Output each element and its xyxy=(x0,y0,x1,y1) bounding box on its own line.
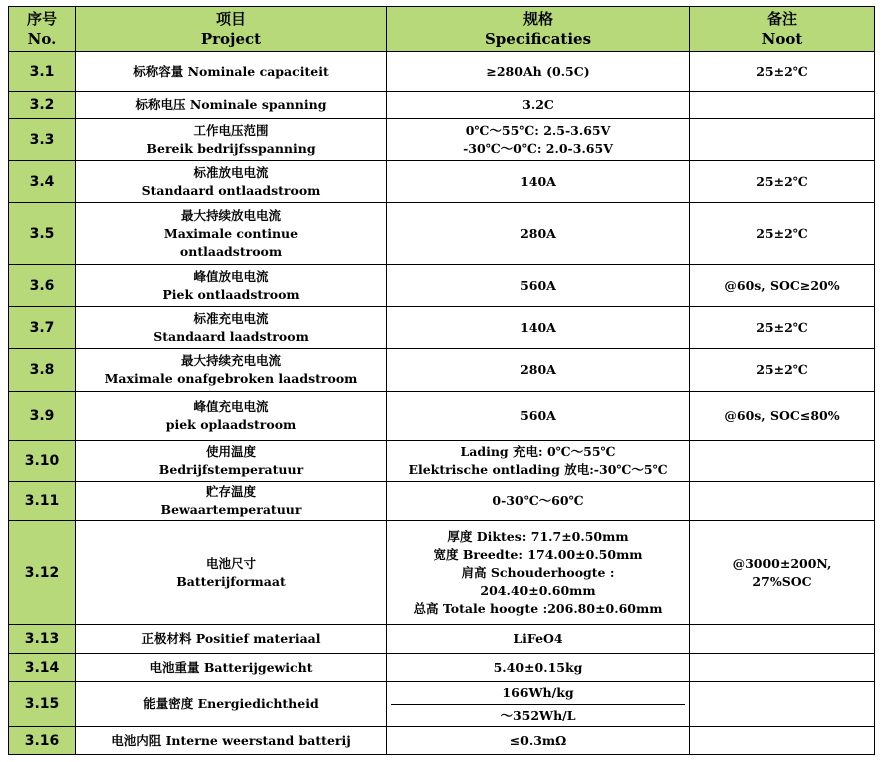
project-line: 贮存温度 xyxy=(205,484,256,499)
note-line: @60s, SOC≥20% xyxy=(724,277,840,293)
table-row xyxy=(9,625,875,654)
table-row xyxy=(9,92,875,119)
project-cell xyxy=(76,92,387,119)
note-line: 25±2℃ xyxy=(756,173,808,189)
spec-cell xyxy=(387,392,690,441)
spec-cell xyxy=(387,307,690,349)
spec-cell xyxy=(387,52,690,92)
spec-line: Lading 充电: 0℃～55℃ xyxy=(460,444,616,459)
spec-cell xyxy=(387,349,690,392)
project-line: ontlaadstroom xyxy=(179,243,283,259)
spec-line: 5.40±0.15kg xyxy=(493,659,583,675)
spec-cell xyxy=(387,727,690,755)
spec-line: 166Wh/kg xyxy=(391,682,685,705)
note-cell xyxy=(690,727,875,755)
project-line: 峰值充电电流 xyxy=(193,399,269,414)
note-line: 25±2℃ xyxy=(756,225,808,241)
row-number: 3.8 xyxy=(9,349,76,392)
project-line: 电池尺寸 xyxy=(205,555,256,571)
note-cell xyxy=(690,441,875,482)
project-cell xyxy=(76,203,387,265)
header-no-zh: 序号 xyxy=(26,10,57,28)
note-cell xyxy=(690,307,875,349)
row-number: 3.10 xyxy=(9,441,76,482)
note-cell xyxy=(690,654,875,682)
row-number: 3.7 xyxy=(9,307,76,349)
spec-line: LiFeO4 xyxy=(513,631,563,646)
table-row xyxy=(9,265,875,307)
row-number: 3.1 xyxy=(9,52,76,92)
project-line: Bereik bedrijfsspanning xyxy=(146,140,316,156)
note-cell xyxy=(690,482,875,521)
spec-line: 204.40±0.60mm xyxy=(480,582,596,598)
project-cell xyxy=(76,441,387,482)
note-cell xyxy=(690,349,875,392)
table-row xyxy=(9,521,875,625)
row-number: 3.13 xyxy=(9,625,76,654)
header-spec xyxy=(387,7,690,52)
spec-line: -30℃～0℃: 2.0-3.65V xyxy=(463,140,613,156)
project-line: 最大持续放电电流 xyxy=(180,207,281,223)
project-cell xyxy=(76,161,387,203)
project-line: Bedrijfstemperatuur xyxy=(158,462,304,477)
spec-line: 140A xyxy=(520,173,556,189)
row-number: 3.2 xyxy=(9,92,76,119)
project-cell xyxy=(76,119,387,161)
project-cell xyxy=(76,482,387,521)
row-number: 3.5 xyxy=(9,203,76,265)
header-spec-en: Specificaties xyxy=(484,30,592,48)
spec-line: Elektrische ontlading 放电:-30℃～5℃ xyxy=(408,462,668,477)
table-row xyxy=(9,654,875,682)
spec-line: ～352Wh/L xyxy=(500,708,576,723)
project-line: 标称电压 Nominale spanning xyxy=(135,97,327,112)
spec-line: 560A xyxy=(520,408,556,423)
spec-cell xyxy=(387,265,690,307)
project-cell xyxy=(76,52,387,92)
header-row xyxy=(9,7,875,52)
spec-cell xyxy=(387,203,690,265)
project-line: Bewaartemperatuur xyxy=(160,502,302,517)
note-cell xyxy=(690,521,875,625)
row-number: 3.14 xyxy=(9,654,76,682)
row-number: 3.11 xyxy=(9,482,76,521)
project-line: 电池重量 Batterijgewicht xyxy=(149,659,313,675)
spec-line: 宽度 Breedte: 174.00±0.50mm xyxy=(433,546,643,562)
spec-line: 0℃～55℃: 2.5-3.65V xyxy=(465,122,611,138)
note-cell xyxy=(690,119,875,161)
header-project-en: Project xyxy=(200,30,262,48)
project-cell xyxy=(76,727,387,755)
table-row xyxy=(9,682,875,727)
spec-line: 560A xyxy=(520,277,556,293)
project-line: 能量密度 Energiedichtheid xyxy=(143,696,319,711)
specification-table xyxy=(8,6,875,755)
note-line: 25±2℃ xyxy=(756,319,808,335)
note-cell xyxy=(690,161,875,203)
note-cell xyxy=(690,625,875,654)
spec-line: 0-30℃～60℃ xyxy=(492,493,584,508)
project-cell xyxy=(76,349,387,392)
project-line: piek oplaadstroom xyxy=(165,417,297,432)
project-line: 标准充电电流 xyxy=(193,310,269,326)
table-row xyxy=(9,349,875,392)
spec-line: 140A xyxy=(520,319,556,335)
project-cell xyxy=(76,307,387,349)
header-note xyxy=(690,7,875,52)
spec-cell xyxy=(387,625,690,654)
spec-cell xyxy=(387,682,690,727)
project-line: 峰值放电电流 xyxy=(193,268,269,284)
spec-line: 厚度 Diktes: 71.7±0.50mm xyxy=(447,528,629,544)
table-row xyxy=(9,161,875,203)
table-row xyxy=(9,392,875,441)
note-cell xyxy=(690,92,875,119)
row-number: 3.3 xyxy=(9,119,76,161)
spec-cell xyxy=(387,482,690,521)
note-cell xyxy=(690,52,875,92)
note-cell xyxy=(690,392,875,441)
project-line: 正极材料 Positief materiaal xyxy=(141,631,321,646)
project-cell xyxy=(76,521,387,625)
row-number: 3.4 xyxy=(9,161,76,203)
note-cell xyxy=(690,265,875,307)
project-line: 使用温度 xyxy=(205,444,256,459)
table-row xyxy=(9,52,875,92)
note-line: 25±2℃ xyxy=(756,362,808,377)
header-project xyxy=(76,7,387,52)
project-line: Standaard laadstroom xyxy=(153,328,309,344)
header-note-en: Noot xyxy=(761,30,803,48)
table-row xyxy=(9,441,875,482)
header-project-zh: 项目 xyxy=(215,10,246,28)
project-line: Maximale onafgebroken laadstroom xyxy=(104,371,358,386)
project-line: Piek ontlaadstroom xyxy=(162,286,300,302)
project-line: 标准放电电流 xyxy=(193,164,269,180)
header-note-zh: 备注 xyxy=(766,10,797,28)
project-cell xyxy=(76,625,387,654)
note-cell xyxy=(690,682,875,727)
project-line: 标称容量 Nominale capaciteit xyxy=(133,63,329,79)
project-cell xyxy=(76,392,387,441)
note-line: 25±2℃ xyxy=(756,63,808,79)
project-line: 电池内阻 Interne weerstand batterij xyxy=(111,732,351,748)
spec-line: 280A xyxy=(520,362,556,377)
note-line: @60s, SOC≤80% xyxy=(724,408,840,423)
spec-cell xyxy=(387,161,690,203)
row-number: 3.16 xyxy=(9,727,76,755)
row-number: 3.12 xyxy=(9,521,76,625)
table-row xyxy=(9,727,875,755)
note-line: @3000±200N, xyxy=(732,555,832,571)
row-number: 3.9 xyxy=(9,392,76,441)
spec-line: ≥280Ah (0.5C) xyxy=(486,63,590,79)
table-row xyxy=(9,119,875,161)
row-number: 3.15 xyxy=(9,682,76,727)
note-line: 27%SOC xyxy=(752,573,812,589)
project-line: 最大持续充电电流 xyxy=(180,353,281,368)
spec-line: 280A xyxy=(520,225,556,241)
spec-cell xyxy=(387,654,690,682)
spec-line: 肩高 Schouderhoogte : xyxy=(461,564,615,580)
spec-cell xyxy=(387,119,690,161)
spec-cell xyxy=(387,521,690,625)
spec-cell xyxy=(387,92,690,119)
note-cell xyxy=(690,203,875,265)
table-row xyxy=(9,307,875,349)
row-number: 3.6 xyxy=(9,265,76,307)
project-line: Maximale continue xyxy=(163,225,299,241)
project-cell xyxy=(76,265,387,307)
header-no-en: No. xyxy=(27,30,57,48)
project-line: Batterijformaat xyxy=(176,573,286,589)
spec-line: 3.2C xyxy=(522,97,554,112)
spec-line: ≤0.3mΩ xyxy=(509,732,567,748)
spec-line: 总高 Totale hoogte :206.80±0.60mm xyxy=(413,600,663,616)
table-row xyxy=(9,482,875,521)
header-spec-zh: 规格 xyxy=(522,10,553,28)
table-row xyxy=(9,203,875,265)
spec-cell xyxy=(387,441,690,482)
project-cell xyxy=(76,682,387,727)
project-line: Standaard ontlaadstroom xyxy=(141,182,321,198)
header-no xyxy=(9,7,76,52)
project-line: 工作电压范围 xyxy=(193,122,269,138)
project-cell xyxy=(76,654,387,682)
